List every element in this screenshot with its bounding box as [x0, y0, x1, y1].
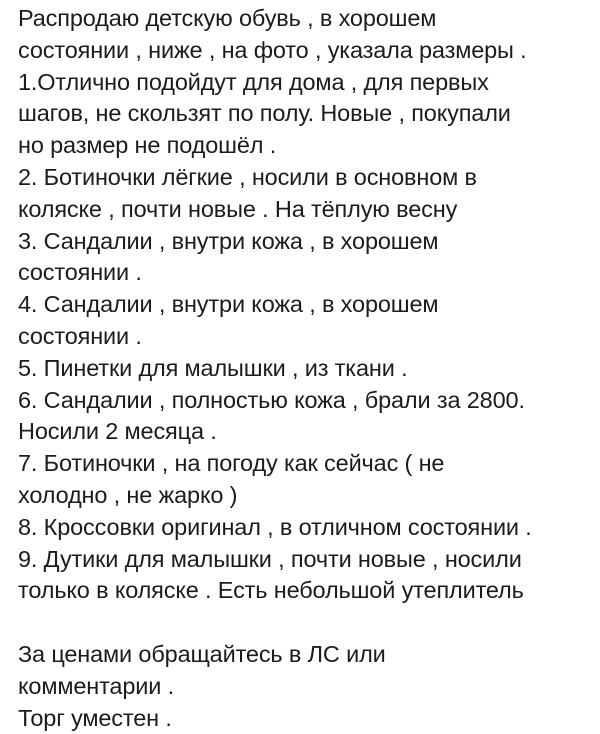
text-line: комментарии .	[18, 672, 174, 699]
text-line: 3. Сандалии , внутри кожа , в хорошем	[18, 227, 439, 254]
list-item	[18, 544, 596, 608]
text-line: 1.Отлично подойдут для дома , для первых	[18, 68, 489, 95]
text-line: 4. Сандалии , внутри кожа , в хорошем	[18, 291, 439, 318]
footer	[18, 639, 596, 734]
text-line: Распродаю детскую обувь , в хорошем	[18, 5, 437, 31]
text-line: Торг уместен .	[18, 704, 172, 731]
text-line: но размер не подошёл .	[18, 132, 277, 159]
text-line: Носили 2 месяца .	[18, 418, 217, 445]
text-line: состоянии .	[18, 322, 142, 349]
text-line: 8. Кроссовки оригинал , в отличном состоянии .	[18, 513, 532, 540]
list-item	[18, 289, 596, 353]
text-line: 6. Сандалии , полностью кожа , брали за 2800.	[18, 386, 525, 413]
item-list	[18, 67, 596, 608]
list-item	[18, 448, 596, 512]
text-line: 2. Ботиночки лёгкие , носили в основном в	[18, 163, 477, 190]
intro	[18, 3, 596, 67]
list-item	[18, 162, 596, 226]
text-line: состоянии .	[18, 259, 142, 286]
text-line: коляске , почти новые . На тёплую весну	[18, 195, 458, 222]
post-text	[18, 3, 596, 734]
text-line: За ценами обращайтесь в ЛС или	[18, 640, 386, 667]
list-item	[18, 353, 596, 385]
text-line: только в коляске . Есть небольшой утеплитель	[18, 577, 524, 604]
text-line: холодно , не жарко )	[18, 481, 238, 508]
list-item	[18, 67, 596, 162]
text-line: 7. Ботиночки , на погоду как сейчас ( не	[18, 450, 445, 477]
list-item	[18, 226, 596, 290]
text-line: 9. Дутики для малышки , почти новые , носили	[18, 545, 522, 572]
list-item	[18, 385, 596, 449]
text-line: шагов, не скользят по полу. Новые , покупали	[18, 100, 511, 127]
text-line: состоянии , ниже , на фото , указала размеры .	[18, 36, 527, 63]
paragraph-gap	[18, 607, 596, 639]
list-item	[18, 512, 596, 544]
text-line: 5. Пинетки для малышки , из ткани .	[18, 354, 408, 381]
